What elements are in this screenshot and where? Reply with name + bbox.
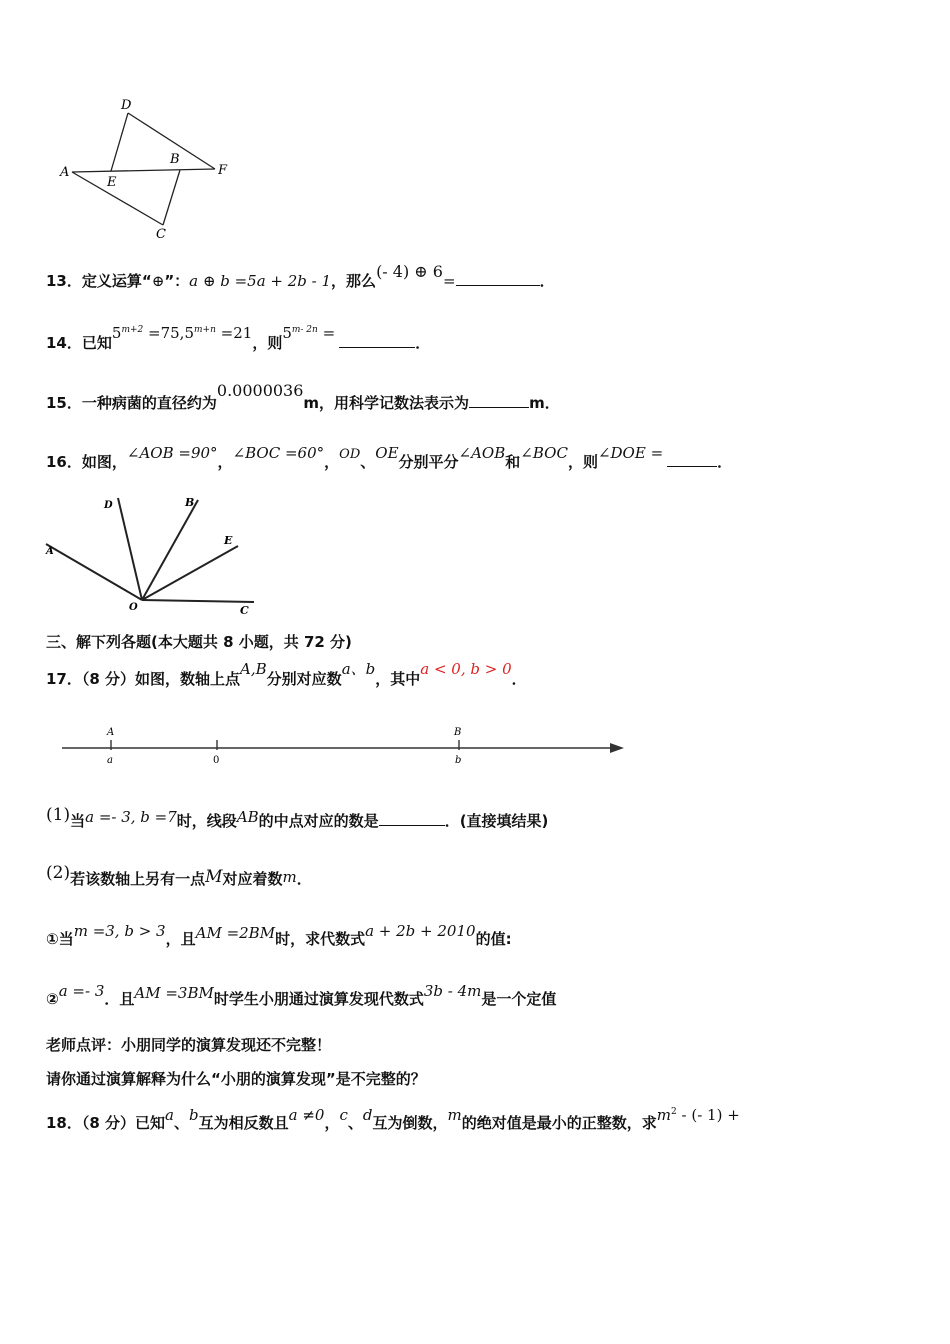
label-a: A	[60, 165, 70, 180]
q17-p2-end: ．	[296, 870, 312, 888]
q17-vars: a、b	[341, 660, 376, 678]
figure-2-angle-diagram	[42, 492, 264, 620]
q15-answer-blank[interactable]	[469, 393, 529, 408]
section-3-title: 三、解下列各题(本大题共 8 小题，共 72 分)	[46, 633, 352, 651]
q13-answer-blank[interactable]	[456, 271, 540, 286]
q16-od: OD	[339, 447, 361, 462]
q16-and: 和	[505, 453, 521, 471]
q17-ab: A,B	[240, 660, 267, 678]
q14-answer-blank[interactable]	[339, 333, 415, 348]
q15-text2: m，用科学记数法表示为	[303, 394, 470, 412]
q17-c2-cond: a =- 3	[58, 982, 105, 1000]
q18-sep1: 、	[174, 1114, 190, 1132]
q14-formula-a: 5	[111, 324, 122, 342]
question-16	[46, 444, 733, 472]
q18-text1: （8 分）已知	[81, 1114, 166, 1132]
q14-target-exp: m- 2n	[291, 325, 318, 335]
label-c2: C	[240, 604, 249, 617]
q14-formula-c: =21	[215, 324, 253, 342]
q17-c2-text1: ．且	[104, 990, 135, 1008]
q18-m: m	[447, 1106, 462, 1124]
numberline-label-b: b	[455, 755, 462, 766]
label-b: B	[170, 152, 180, 167]
q13-text2: ”：	[164, 272, 190, 290]
question-15	[46, 381, 560, 413]
q17-ask: 请你通过演算解释为什么“小朋的演算发现”是不完整的？	[46, 1070, 426, 1088]
q16-text2: 分别平分	[398, 453, 459, 471]
q17-p2-num: (2)	[46, 863, 71, 883]
numberline-label-zero: 0	[213, 755, 220, 766]
q16-text3: ，则	[567, 453, 598, 471]
numberline-label-A: A	[107, 727, 115, 738]
label-f: F	[218, 163, 228, 178]
q17-c2-text2: 时学生小朋通过演算发现代数式	[213, 990, 424, 1008]
q17-c1-text1: ，且	[165, 930, 196, 948]
ray-od	[118, 498, 142, 600]
q16-bis2: ∠BOC	[520, 444, 568, 462]
q18-text4: 的绝对值是最小的正整数，求	[461, 1114, 657, 1132]
q18-sep3: 、	[347, 1114, 363, 1132]
q15-text1: 一种病菌的直径约为	[81, 394, 217, 412]
question-18	[46, 1106, 740, 1133]
q17-p2-text2: 对应着数	[222, 870, 283, 888]
q17-p1-cond: a =- 3, b =7	[85, 808, 177, 826]
q17-points: （8 分）如图，数轴上点	[81, 670, 241, 688]
q17-case-1	[46, 922, 512, 949]
q17-p1-text4: ．(直接填结果)	[444, 812, 549, 830]
q16-end: ．	[717, 453, 733, 471]
q16-oe: OE	[375, 444, 399, 462]
q16-number: 16．	[46, 453, 82, 471]
numberline-label-B: B	[454, 727, 462, 738]
q17-c1-text2: 时，求代数式	[275, 930, 366, 948]
q17-p1-seg: AB	[236, 808, 259, 826]
q16-sep1: ，	[217, 453, 233, 471]
line-ad-segment	[72, 172, 163, 225]
numberline-label-a: a	[107, 755, 113, 766]
q17-case-2	[46, 982, 557, 1009]
line-dc	[111, 113, 128, 171]
label-o2: O	[129, 602, 138, 613]
q17-text2: ，其中	[375, 670, 421, 688]
q17-teacher-comment: 老师点评：小朋同学的演算发现还不完整！	[46, 1036, 332, 1054]
q16-text1: 如图，	[81, 453, 127, 471]
q18-b: b	[189, 1106, 199, 1124]
q17-text1: 分别对应数	[266, 670, 342, 688]
q13-text3: ，那么	[331, 272, 377, 290]
q17-c1-rel: AM =2BM	[195, 924, 276, 942]
q17-p1-text1: 当	[70, 812, 86, 830]
q13-formula: a ⊕ b =5a + 2b - 1	[189, 272, 332, 290]
q16-answer-blank[interactable]	[667, 452, 717, 467]
q13-op: ⊕	[151, 272, 165, 290]
ray-oc	[142, 600, 254, 602]
q14-text1: 已知	[81, 334, 112, 352]
q18-sep2: ，	[324, 1114, 340, 1132]
q18-a: a	[165, 1106, 174, 1124]
q14-formula-a-exp: m+2	[121, 325, 144, 335]
number-line	[58, 720, 628, 770]
q15-text3: m．	[529, 394, 560, 412]
q18-cond: a ≠0	[288, 1106, 325, 1124]
line-bc	[163, 170, 180, 225]
q13-eq: =	[442, 272, 456, 290]
q15-value: 0.0000036	[216, 381, 304, 400]
q18-number: 18．	[46, 1114, 82, 1132]
q17-c1-cond: m =3, b > 3	[73, 922, 166, 940]
q13-text1: 定义运算“	[81, 272, 152, 290]
line-af	[72, 169, 215, 172]
q17-c2-rel: AM =3BM	[134, 984, 214, 1002]
q16-target: ∠DOE =	[597, 444, 664, 462]
q17-p1-text2: 时，线段	[176, 812, 237, 830]
q17-part-1	[46, 805, 549, 831]
number-line-arrow	[610, 743, 624, 753]
label-e: E	[107, 175, 117, 190]
q17-p1-num: (1)	[46, 805, 71, 825]
q14-formula-b-exp: m+n	[194, 325, 216, 335]
q16-angle1: ∠AOB =90°	[126, 444, 218, 462]
q16-sep2: ，	[324, 453, 340, 471]
q16-sep3: 、	[360, 453, 376, 471]
label-b2: B	[185, 496, 195, 509]
q17-p2-text1: 若该数轴上另有一点	[70, 870, 206, 888]
q17-end: ．	[511, 670, 527, 688]
q17-c1-text3: 的值:	[475, 930, 512, 948]
q17-cond: a < 0, b > 0	[420, 660, 512, 678]
q14-number: 14．	[46, 334, 82, 352]
q14-text2: ，则	[252, 334, 283, 352]
q15-number: 15．	[46, 394, 82, 412]
q14-target: 5	[282, 324, 292, 342]
q17-c2-mark: ②	[46, 990, 59, 1008]
label-e2: E	[224, 534, 233, 547]
question-13: 13．定义运算“⊕”：a ⊕ b =5a + 2b - 1，那么(- 4) ⊕ 6= ．	[46, 262, 555, 290]
label-d: D	[121, 98, 132, 113]
q18-text2: 互为相反数且	[198, 1114, 289, 1132]
question-17	[46, 660, 527, 689]
ray-oa	[46, 544, 142, 600]
label-c: C	[156, 227, 166, 242]
q16-bis1: ∠AOB	[458, 444, 506, 462]
label-a2: A	[46, 546, 54, 557]
q13-expr: (- 4) ⊕ 6	[376, 262, 443, 281]
q18-expr-exp: 2	[671, 1107, 677, 1117]
q17-number: 17．	[46, 670, 82, 688]
question-14: 14．已知$5^{m+2} =75,5^{m+n} =21$，则$5^{m- 2n}$ =．	[46, 324, 431, 352]
q17-p1-text3: 的中点对应的数是	[258, 812, 379, 830]
q16-angle2: ∠BOC =60°	[232, 444, 325, 462]
q17-c1-expr: a + 2b + 2010	[365, 922, 476, 940]
q17-p2-m: m	[282, 868, 297, 886]
q17-part-2	[46, 863, 312, 889]
q18-expr-rest: - (- 1) +	[676, 1106, 740, 1124]
q18-c: c	[339, 1106, 348, 1124]
label-d2: D	[104, 500, 113, 511]
q18-text3: 互为倒数，	[372, 1114, 448, 1132]
q17-c1-mark: ①当	[46, 930, 74, 948]
q17-p1-answer-blank[interactable]	[379, 811, 445, 826]
q14-formula-b: =75,5	[143, 324, 194, 342]
figure-1-diagram	[55, 95, 245, 245]
q14-eq: =	[317, 324, 336, 342]
q13-number: 13．	[46, 272, 82, 290]
q18-expr-m: m	[656, 1106, 672, 1124]
q18-d: d	[362, 1106, 373, 1124]
q17-p2-M: M	[205, 867, 223, 887]
q17-c2-text3: 是一个定值	[481, 990, 557, 1008]
q17-c2-expr: 3b - 4m	[423, 982, 482, 1000]
